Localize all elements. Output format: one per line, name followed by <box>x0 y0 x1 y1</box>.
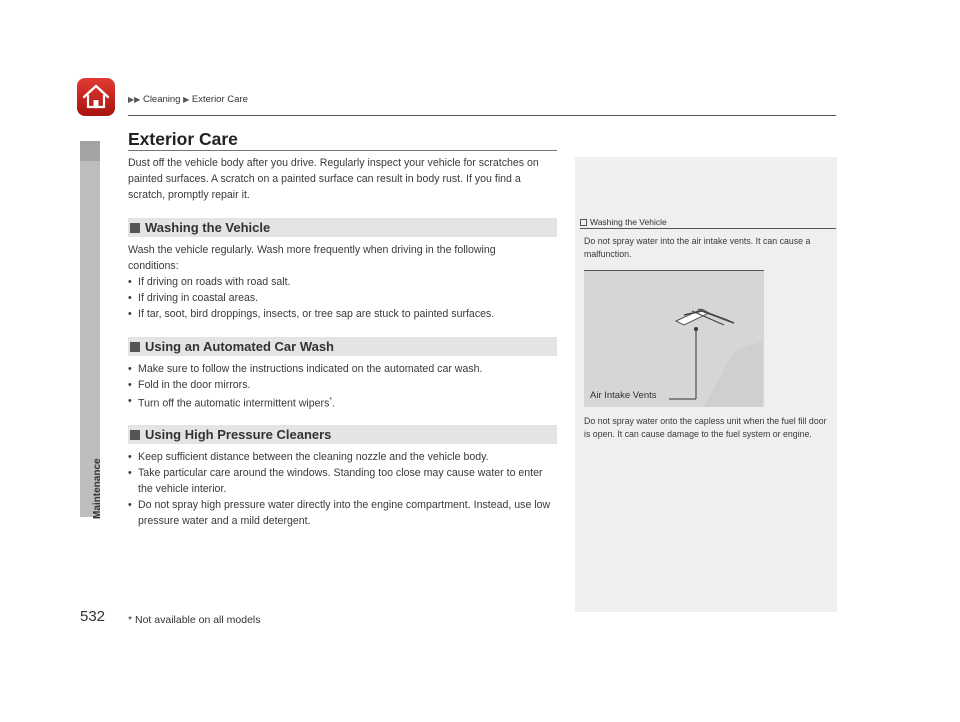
footnote-marker: * <box>329 397 333 404</box>
high-pressure-bullets <box>128 449 558 529</box>
section-heading-car-wash <box>128 337 557 356</box>
list-item: • Make sure to follow the instructions indicated on the automated car wash. <box>128 361 558 377</box>
vent-illustration-icon <box>584 271 764 407</box>
list-item: • Do not spray high pressure water directly into the engine compartment. Instead, use low pressure water and a mild detergent. <box>128 497 558 529</box>
breadcrumb-item-cleaning[interactable]: Cleaning <box>142 94 181 105</box>
breadcrumb-item-exterior-care[interactable]: Exterior Care <box>191 94 248 105</box>
list-item-text: Turn off the automatic intermittent wipers <box>138 397 330 410</box>
breadcrumb-arrow-icon: ▶▶ <box>128 95 141 104</box>
section-tab-label: Maintenance <box>92 458 103 519</box>
list-item: • If driving on roads with road salt. <box>128 274 558 290</box>
section-heading-label: Washing the Vehicle <box>145 220 271 235</box>
list-item: • If driving in coastal areas. <box>128 290 558 306</box>
list-item: • Fold in the door mirrors. <box>128 377 558 393</box>
intro-paragraph: Dust off the vehicle body after you drive. Regularly inspect your vehicle for scratches on painted surfaces. A scratch on a painted surface can result in body rust. If you find a scratch, promptly repair it. <box>128 157 539 201</box>
home-icon <box>76 77 116 117</box>
list-item: • If tar, soot, bird droppings, insects, or tree sap are stuck to painted surfaces. <box>128 306 558 322</box>
figure-label: Air Intake Vents <box>590 390 657 401</box>
section-heading-label: Using an Automated Car Wash <box>145 339 335 354</box>
washing-bullets <box>128 274 558 322</box>
list-item: • Turn off the automatic intermittent wipers*. <box>128 393 558 412</box>
title-rule <box>128 150 557 151</box>
note-heading: Washing the Vehicle <box>590 217 667 227</box>
page-title: Exterior Care <box>128 129 238 149</box>
section-heading-washing <box>128 218 557 237</box>
home-button[interactable] <box>76 77 116 117</box>
note-icon <box>580 219 587 226</box>
header-rule <box>128 115 836 116</box>
note-paragraph-2: Do not spray water onto the capless unit when the fuel fill door is open. It can cause damage to the fuel system or engine. <box>584 416 827 439</box>
breadcrumb-arrow-icon: ▶ <box>183 95 190 104</box>
air-intake-vents-figure <box>584 270 764 407</box>
square-bullet-icon <box>130 223 140 233</box>
note-paragraph-1: Do not spray water into the air intake vents. It can cause a malfunction. <box>584 236 811 259</box>
breadcrumb <box>128 94 248 105</box>
footnote: * Not available on all models <box>128 614 261 626</box>
section-heading-label: Using High Pressure Cleaners <box>145 427 332 442</box>
note-heading-rule <box>580 228 836 229</box>
list-item: • Keep sufficient distance between the cleaning nozzle and the vehicle body. <box>128 449 558 465</box>
page-number: 532 <box>80 608 106 625</box>
section-heading-high-pressure <box>128 425 557 444</box>
list-item: • Take particular care around the windows. Standing too close may cause water to enter the vehicle interior. <box>128 465 558 497</box>
square-bullet-icon <box>130 430 140 440</box>
square-bullet-icon <box>130 342 140 352</box>
car-wash-bullets <box>128 361 558 412</box>
section-tab-marker <box>80 141 100 161</box>
washing-text: Wash the vehicle regularly. Wash more frequently when driving in the following conditions: <box>128 244 496 272</box>
